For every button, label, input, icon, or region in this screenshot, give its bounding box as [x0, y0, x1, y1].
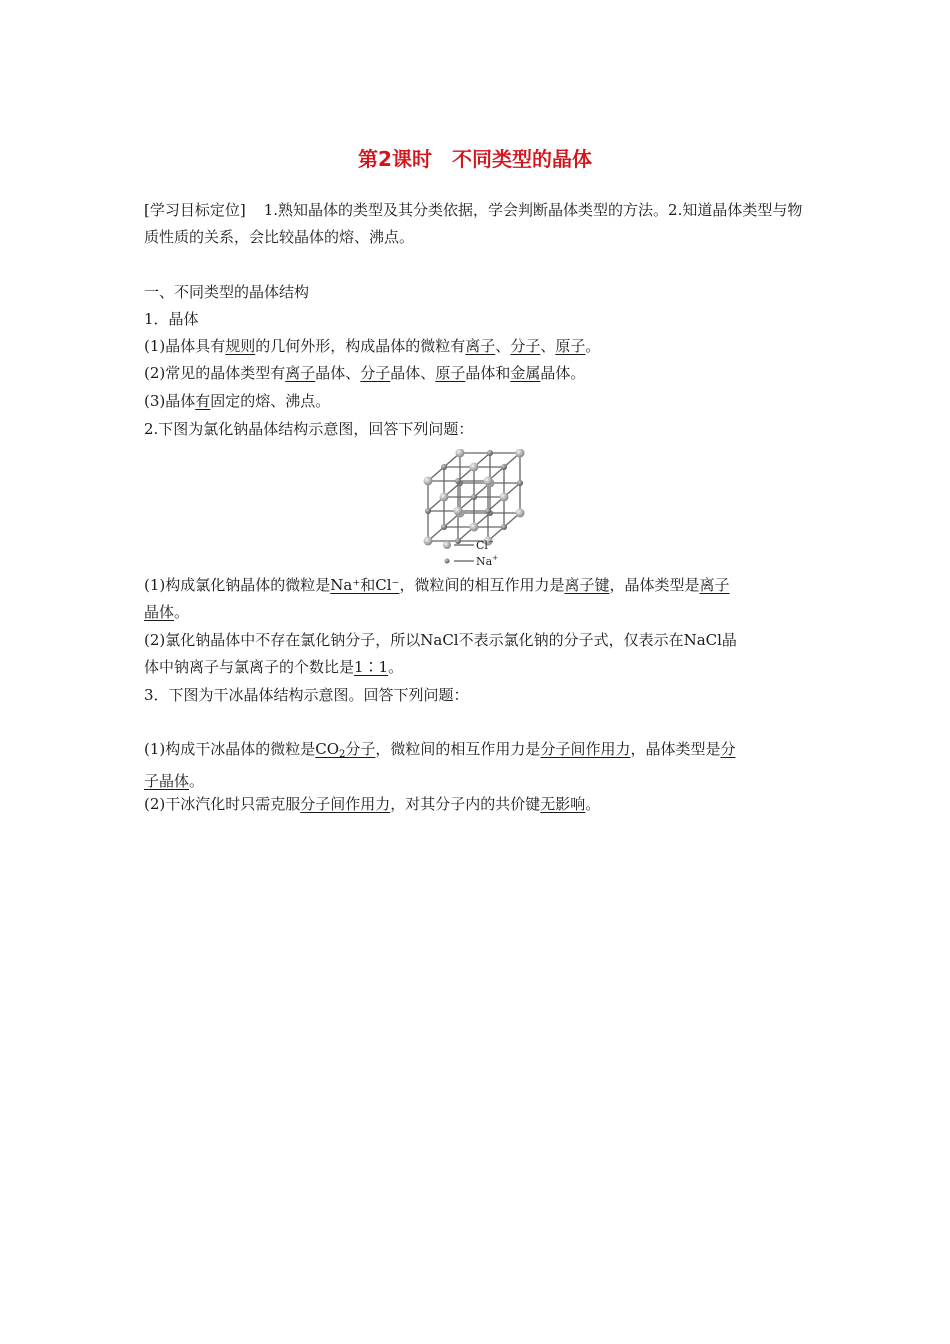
item1-heading: 1．晶体	[144, 310, 199, 328]
na-legend-label: Na+	[476, 554, 499, 568]
item3-heading: 3．下图为干冰晶体结构示意图。回答下列问题：	[144, 686, 469, 704]
answer-blank: 晶体	[144, 603, 175, 621]
text: (2)常见的晶体类型有	[144, 364, 286, 382]
text: 。	[585, 795, 601, 813]
text: 。	[189, 772, 205, 790]
text: 晶体和	[465, 364, 511, 382]
section-heading: 一、不同类型的晶体结构	[144, 283, 310, 301]
item3-q1	[144, 736, 808, 795]
answer-blank: 分子	[360, 364, 391, 382]
text: 体中钠离子与氯离子的个数比是	[144, 658, 355, 676]
item1-line2	[144, 360, 808, 387]
objectives-text: 1.熟知晶体的类型及其分类依据，学会判断晶体类型的方法。2.知道晶体类型与物质性质的关系，会比较晶体的熔、沸点。	[144, 201, 803, 246]
text: (2)干冰汽化时只需克服	[144, 795, 301, 813]
answer-blank: 分子间作用力	[300, 795, 391, 813]
text: 的几何外形，构成晶体的微粒有	[255, 337, 466, 355]
answer-blank: 分	[720, 740, 736, 758]
text: ，晶体类型是	[630, 740, 721, 758]
item1-line1	[144, 333, 808, 360]
answer-blank: 分子间作用力	[540, 740, 631, 758]
text: 。	[585, 337, 601, 355]
answer-blank: 原子	[435, 364, 466, 382]
objectives-label: [学习目标定位]	[144, 201, 246, 219]
cl-legend-label: Cl−	[476, 538, 494, 552]
text: ，晶体类型是	[609, 576, 700, 594]
item1-line3	[144, 388, 808, 415]
answer-blank: 分子	[510, 337, 541, 355]
answer-blank: 原子	[555, 337, 586, 355]
answer-blank: 金属	[510, 364, 541, 382]
item2-q2	[144, 627, 808, 681]
text: (3)晶体	[144, 392, 196, 410]
item2-q1	[144, 572, 808, 626]
item2-heading: 2.下图为氯化钠晶体结构示意图，回答下列问题：	[144, 420, 474, 438]
item3-q2	[144, 791, 808, 818]
answer-blank: Na⁺和Cl⁻	[330, 576, 400, 594]
answer-blank: 离子	[699, 576, 730, 594]
text: ，微粒间的相互作用力是	[375, 740, 541, 758]
text: (1)构成氯化钠晶体的微粒是	[144, 576, 331, 594]
text: 晶体、	[390, 364, 436, 382]
text: 晶体。	[540, 364, 586, 382]
text: 固定的熔、沸点。	[210, 392, 331, 410]
answer-blank: 离子	[285, 364, 316, 382]
cl-legend-marker	[443, 541, 451, 549]
learning-objectives	[144, 197, 808, 251]
text: 。	[174, 603, 190, 621]
text: 、	[495, 337, 511, 355]
nacl-crystal-figure	[420, 449, 532, 571]
page-title: 第2课时 不同类型的晶体	[358, 147, 592, 171]
answer-blank: 无影响	[540, 795, 586, 813]
text: (2)氯化钠晶体中不存在氯化钠分子，所以NaCl不表示氯化钠的分子式，仅表示在NaCl晶	[144, 631, 737, 649]
text: 。	[388, 658, 404, 676]
answer-blank: $CO_2$分子	[315, 740, 376, 760]
answer-blank: 有	[195, 392, 211, 410]
na-legend-marker	[445, 559, 450, 564]
text: ，微粒间的相互作用力是	[399, 576, 565, 594]
text: 晶体、	[315, 364, 361, 382]
answer-blank: 规则	[225, 337, 256, 355]
text: (1)构成干冰晶体的微粒是	[144, 740, 316, 758]
answer-blank: 离子	[465, 337, 496, 355]
text: 、	[540, 337, 556, 355]
text: (1)晶体具有	[144, 337, 226, 355]
text: ，对其分子内的共价键	[390, 795, 541, 813]
answer-blank: 子晶体	[144, 772, 190, 790]
answer-blank: 离子键	[564, 576, 610, 594]
answer-blank: 1∶1	[354, 658, 389, 676]
